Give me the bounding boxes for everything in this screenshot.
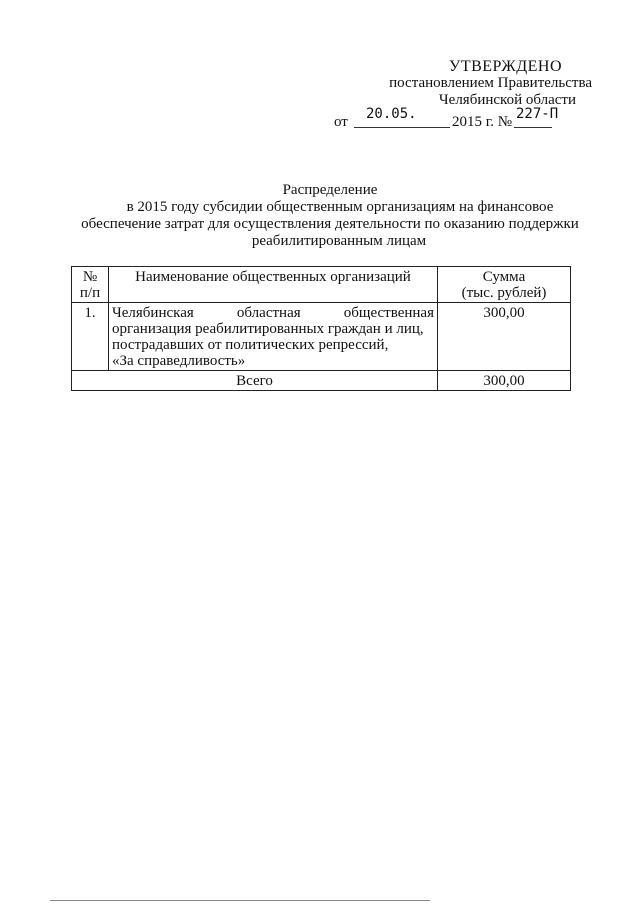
approval-block: [332, 58, 592, 130]
heading-line-2: обеспечение затрат для осуществления деятельности по оказанию поддержки: [81, 216, 579, 232]
heading-line-3: реабилитированным лицам: [251, 233, 427, 249]
date-value: 20.05.: [366, 106, 417, 122]
row-num: 1.: [72, 303, 109, 371]
row-sum: 300,00: [438, 303, 571, 371]
table-total-row: [72, 371, 571, 391]
row-name-line-2: пострадавших от политических репрессий,: [112, 337, 389, 353]
resolution-number: 227-П: [516, 106, 559, 122]
table-row: [72, 303, 571, 371]
header-sum-line-2: (тыс. рублей): [461, 285, 547, 301]
header-sum-line-1: Сумма: [482, 269, 526, 285]
resolution-text: постановлением Правительства: [389, 75, 592, 91]
row-name: [109, 303, 438, 371]
approved-stamp: УТВЕРЖДЕНО: [448, 58, 562, 75]
header-sum: [438, 267, 571, 303]
heading-line-1: в 2015 году субсидии общественным организациям на финансовое: [126, 199, 554, 215]
header-name: Наименование общественных организаций: [109, 267, 438, 303]
document-heading: [70, 182, 590, 250]
date-number-line: [332, 106, 592, 130]
row-name-line-1: Челябинская областная общественная организация реабилитированных граждан и лиц,: [112, 305, 434, 337]
total-label: Всего: [72, 371, 438, 391]
total-sum: 300,00: [438, 371, 571, 391]
heading-title: Распределение: [282, 182, 378, 198]
region-text: Челябинской области: [438, 92, 576, 108]
row-name-line-3: «За справедливость»: [112, 353, 246, 369]
header-num-line-1: №: [82, 269, 98, 285]
header-num: [72, 267, 109, 303]
table-header-row: [72, 267, 571, 303]
year-text: 2015 г. №: [452, 114, 513, 130]
page-bottom-divider: [50, 900, 430, 901]
date-prefix: от: [334, 114, 348, 130]
distribution-table: [71, 266, 571, 391]
header-num-line-2: п/п: [79, 285, 101, 301]
